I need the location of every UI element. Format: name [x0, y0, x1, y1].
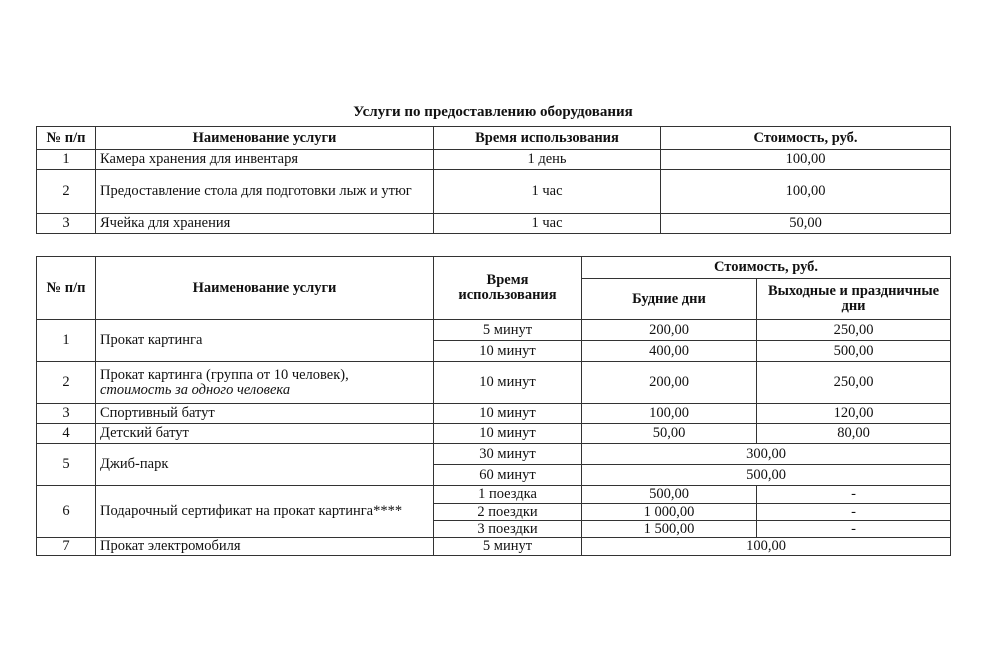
weekday-price: 400,00 [582, 341, 757, 362]
table-row [37, 150, 951, 170]
col-header-time: Время использования [434, 257, 582, 320]
service-name: Прокат электромобиля [96, 538, 434, 556]
usage-time: 1 час [434, 170, 661, 214]
weekday-price: 200,00 [582, 362, 757, 404]
table-row [37, 444, 951, 465]
usage-time: 1 день [434, 150, 661, 170]
row-num: 6 [37, 486, 96, 538]
weekend-price: 500,00 [757, 341, 951, 362]
usage-time: 10 минут [434, 424, 582, 444]
weekday-price: 50,00 [582, 424, 757, 444]
service-name: Подарочный сертификат на прокат картинга**** [96, 486, 434, 538]
usage-time: 2 поездки [434, 504, 582, 521]
col-header-num: № п/п [37, 257, 96, 320]
weekend-price: 80,00 [757, 424, 951, 444]
row-num: 2 [37, 170, 96, 214]
table-row [37, 362, 951, 404]
weekday-price: 1 500,00 [582, 521, 757, 538]
col-header-price: Стоимость, руб. [661, 127, 951, 150]
table-row [37, 214, 951, 234]
table-header-row [37, 127, 951, 150]
service-name: Предоставление стола для подготовки лыж и утюг [96, 170, 434, 214]
service-price: 300,00 [582, 444, 951, 465]
table-row [37, 404, 951, 424]
col-header-cost: Стоимость, руб. [582, 257, 951, 279]
usage-time: 5 минут [434, 320, 582, 341]
weekend-price: - [757, 504, 951, 521]
col-header-weekdays: Будние дни [582, 279, 757, 320]
service-name: Спортивный батут [96, 404, 434, 424]
table-row [37, 538, 951, 556]
service-name: Прокат картинга (группа от 10 человек), [100, 366, 349, 383]
row-num: 1 [37, 320, 96, 362]
row-num: 1 [37, 150, 96, 170]
service-price: 100,00 [661, 150, 951, 170]
usage-time: 5 минут [434, 538, 582, 556]
row-num: 5 [37, 444, 96, 486]
service-name: Камера хранения для инвентаря [96, 150, 434, 170]
weekday-price: 1 000,00 [582, 504, 757, 521]
service-price: 100,00 [661, 170, 951, 214]
weekend-price: - [757, 486, 951, 504]
table-row [37, 170, 951, 214]
weekend-price: 250,00 [757, 362, 951, 404]
usage-time: 60 минут [434, 465, 582, 486]
service-note: стоимость за одного человека [100, 381, 291, 398]
row-num: 3 [37, 214, 96, 234]
weekday-price: 500,00 [582, 486, 757, 504]
row-num: 2 [37, 362, 96, 404]
weekend-price: 250,00 [757, 320, 951, 341]
usage-time: 10 минут [434, 341, 582, 362]
service-price: 500,00 [582, 465, 951, 486]
service-price: 50,00 [661, 214, 951, 234]
usage-time: 1 поездка [434, 486, 582, 504]
col-header-time: Время использования [434, 127, 661, 150]
row-num: 4 [37, 424, 96, 444]
table-header-row [37, 257, 951, 279]
service-name: Джиб-парк [96, 444, 434, 486]
table-row [37, 320, 951, 341]
equipment-services-table [36, 126, 951, 234]
usage-time: 30 минут [434, 444, 582, 465]
usage-time: 1 час [434, 214, 661, 234]
service-name-cell [96, 362, 434, 404]
weekday-price: 200,00 [582, 320, 757, 341]
col-header-num: № п/п [37, 127, 96, 150]
table-row [37, 424, 951, 444]
weekend-price: 120,00 [757, 404, 951, 424]
table-row [37, 486, 951, 504]
usage-time: 3 поездки [434, 521, 582, 538]
karting-services-table [36, 256, 951, 556]
document-title: Услуги по предоставлению оборудования [353, 104, 633, 120]
col-header-name: Наименование услуги [96, 257, 434, 320]
service-name: Ячейка для хранения [96, 214, 434, 234]
weekday-price: 100,00 [582, 404, 757, 424]
col-header-weekends: Выходные и праздничные дни [757, 279, 951, 320]
usage-time: 10 минут [434, 362, 582, 404]
row-num: 3 [37, 404, 96, 424]
service-name: Детский батут [96, 424, 434, 444]
usage-time: 10 минут [434, 404, 582, 424]
service-name: Прокат картинга [96, 320, 434, 362]
row-num: 7 [37, 538, 96, 556]
weekend-price: - [757, 521, 951, 538]
col-header-name: Наименование услуги [96, 127, 434, 150]
service-price: 100,00 [582, 538, 951, 556]
